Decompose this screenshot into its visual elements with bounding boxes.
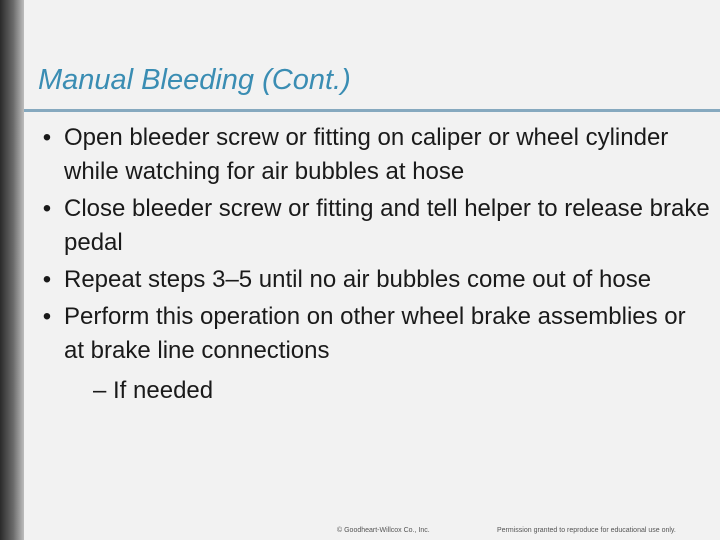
bullet-text: Open bleeder screw or fitting on caliper or wheel cylinder while watching for air bubbles at hose: [64, 124, 669, 185]
footer-copyright: © Goodheart-Willcox Co., Inc.: [337, 527, 430, 534]
bullet-item: [30, 192, 710, 260]
bullet-text: Perform this operation on other wheel brake assemblies or at brake line connections: [64, 303, 686, 364]
sub-bullet-item: [30, 374, 710, 408]
slide-content: [30, 121, 710, 408]
footer-permission: Permission granted to reproduce for educational use only.: [497, 527, 676, 534]
bullet-marker: •: [42, 266, 52, 293]
bullet-text: Repeat steps 3–5 until no air bubbles come out of hose: [64, 266, 652, 293]
bullet-marker: •: [42, 195, 52, 222]
bullet-item: [30, 263, 710, 297]
left-accent-bar: [0, 0, 24, 540]
bullet-item: [30, 121, 710, 189]
title-divider: [24, 109, 720, 112]
bullet-marker: •: [42, 124, 52, 151]
bullet-text: Close bleeder screw or fitting and tell helper to release brake pedal: [64, 195, 710, 256]
bullet-marker: •: [42, 303, 52, 330]
sub-bullet-text: – If needed: [93, 377, 214, 404]
bullet-item: [30, 300, 710, 368]
slide-title: Manual Bleeding (Cont.): [38, 64, 351, 96]
